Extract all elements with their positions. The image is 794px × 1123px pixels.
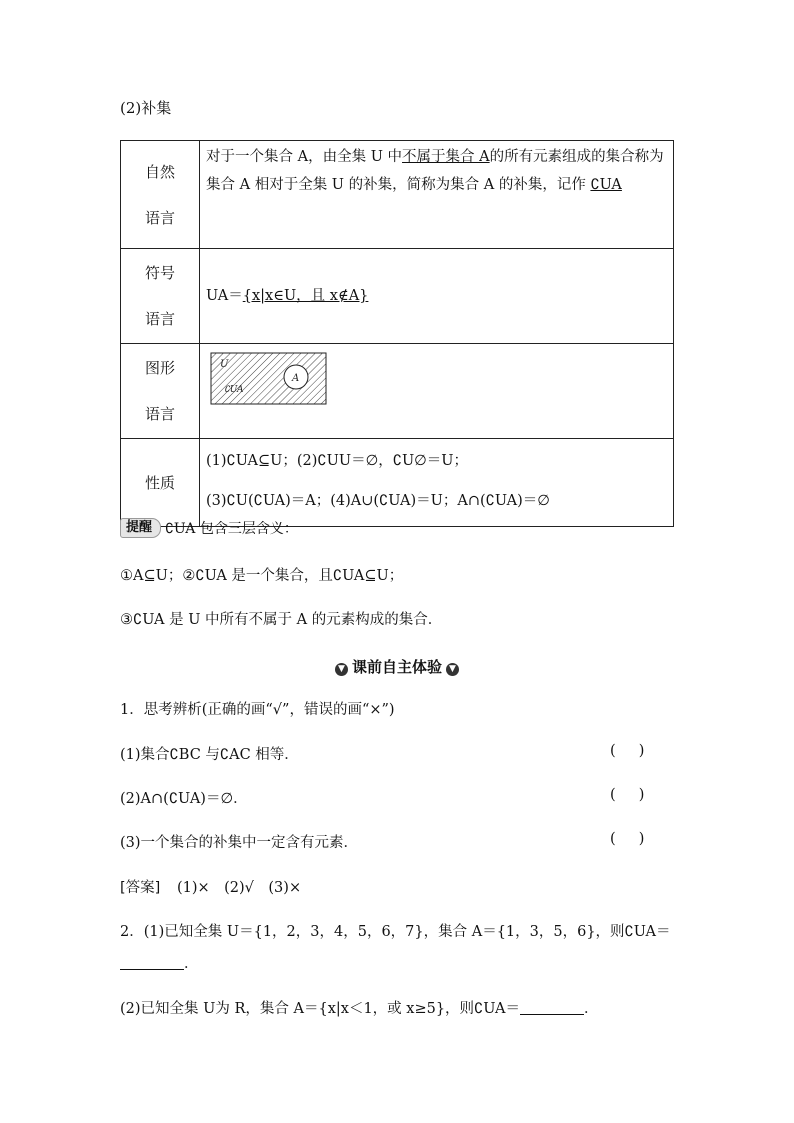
table-row-graphic-language: [121, 344, 674, 439]
question-2-part-2: (2)已知全集 U为 R，集合 A＝{x|x＜1，或 x≥5}，则∁UA＝ ．: [120, 1001, 599, 1017]
underlined-phrase: 不属于集合 A: [402, 149, 490, 165]
question-1-item-3: (3)一个集合的补集中一定含有元素．: [120, 835, 359, 851]
tip-note: 提醒 ∁UA 包含三层含义：: [120, 518, 298, 538]
question-1-title: 1．思考辨析(正确的画“√”，错误的画“×”): [120, 702, 395, 718]
venn-diagram: [210, 352, 328, 406]
row-content: UA＝{x|x∈U，且 x∉A}: [200, 249, 674, 344]
table-row-natural-language: [121, 141, 674, 249]
complement-definition-table: [120, 140, 674, 527]
row-content: (1)∁UA⊆U；(2)∁UU＝∅，∁U∅＝U； (3)∁U(∁UA)＝A；(4)A∪(∁UA)＝U；A∩(∁UA)＝∅: [200, 439, 674, 527]
row-content: [200, 344, 674, 439]
answer-blank: [120, 955, 184, 970]
chevron-down-icon: ▼: [335, 663, 348, 676]
notation-answer: ∁UA: [590, 177, 622, 193]
question-2-part-1: 2．(1)已知全集 U＝{1，2，3，4，5，6，7}，集合 A＝{1，3，5，6}，则∁UA＝: [120, 924, 671, 940]
row-label: 自然 语言: [121, 141, 200, 249]
table-row-properties: [121, 439, 674, 527]
row-label: 性质: [121, 439, 200, 527]
venn-label-u: U: [220, 359, 229, 370]
answer-parentheses: ( ): [610, 831, 645, 847]
tip-badge: 提醒: [120, 518, 161, 538]
question-1-item-2: (2)A∩(∁UA)＝∅．: [120, 791, 248, 807]
question-2-blank-line: ．: [120, 952, 199, 973]
tip-line-1: ①A⊆U；②∁UA 是一个集合，且∁UA⊆U；: [120, 568, 404, 584]
question-1-answer: [120, 876, 301, 897]
answer-parentheses: ( ): [610, 743, 645, 759]
venn-label-a: A: [292, 373, 300, 384]
row-label: 图形 语言: [121, 344, 200, 439]
table-row-symbol-language: [121, 249, 674, 344]
venn-label-complement: ∁UA: [224, 385, 244, 395]
row-label: 符号 语言: [121, 249, 200, 344]
answer-text: (1)× (2)√ (3)×: [176, 880, 302, 896]
row-content: 对于一个集合 A，由全集 U 中不属于集合 A的所有元素组成的集合称为集合 A 相对于全集 U 的补集，简称为集合 A 的补集，记作 ∁UA: [200, 141, 674, 249]
answer-blank: [520, 1000, 584, 1015]
chevron-down-icon: ▼: [446, 663, 459, 676]
set-builder-answer: {x|x∈U，且 x∉A}: [242, 288, 369, 304]
section-banner: ▼ 课前自主体验 ▼: [0, 656, 794, 677]
question-1-item-1: (1)集合∁BC 与∁AC 相等．: [120, 747, 299, 763]
answer-parentheses: ( ): [610, 787, 645, 803]
tip-line-2: ③∁UA 是 U 中所有不属于 A 的元素构成的集合．: [120, 612, 443, 628]
answer-label: [答案]: [120, 880, 161, 896]
section-title: (2)补集: [120, 99, 172, 117]
